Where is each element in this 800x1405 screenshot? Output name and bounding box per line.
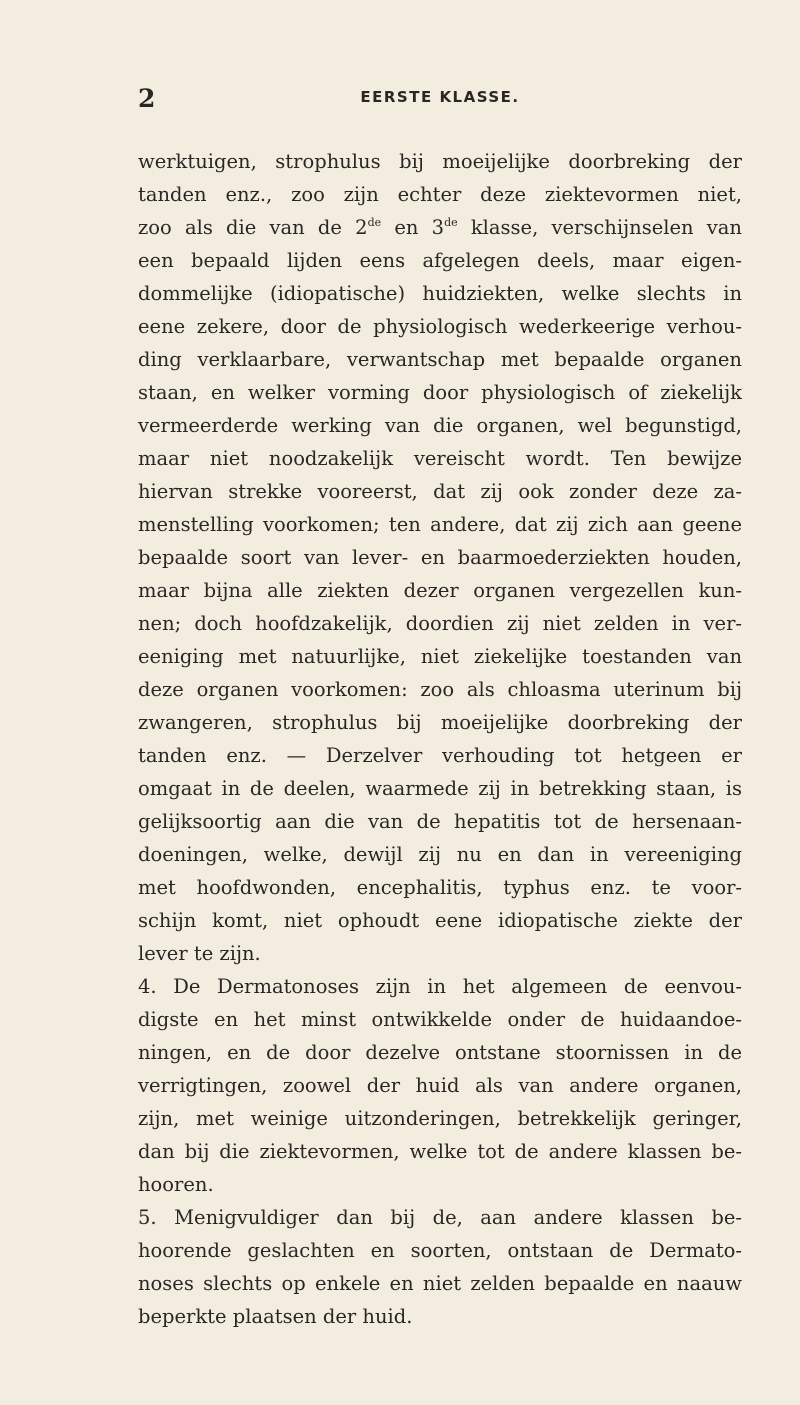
text-line: zwangeren, strophulus bij moeijelijke doorbreking der <box>138 711 742 734</box>
text-line: schijn komt, niet ophoudt eene idiopatische ziekte der <box>138 909 742 932</box>
text-line: met hoofdwonden, encephalitis, typhus enz. te voor- <box>138 876 742 899</box>
text-line: 4. De Dermatonoses zijn in het algemeen de eenvou- <box>138 975 742 998</box>
text-line: nen; doch hoofdzakelijk, doordien zij niet zelden in ver- <box>138 612 742 635</box>
text-line: werktuigen, strophulus bij moeijelijke doorbreking der <box>138 150 742 173</box>
page-header <box>138 84 742 114</box>
text-line: ding verklaarbare, verwantschap met bepaalde organen <box>138 348 742 371</box>
text-line: menstelling voorkomen; ten andere, dat zij zich aan geene <box>138 513 742 536</box>
text-line: dommelijke (idiopatische) huidziekten, welke slechts in <box>138 282 742 305</box>
text-line: verrigtingen, zoowel der huid als van andere organen, <box>138 1074 742 1097</box>
text-line: hiervan strekke vooreerst, dat zij ook zonder deze za- <box>138 480 742 503</box>
text-line: 5. Menigvuldiger dan bij de, aan andere klassen be- <box>138 1206 742 1229</box>
text-line: ningen, en de door dezelve ontstane stoornissen in de <box>138 1041 742 1064</box>
text-line: lever te zijn. <box>138 942 261 965</box>
text-line: gelijksoortig aan die van de hepatitis tot de hersenaan- <box>138 810 742 833</box>
text-line: eene zekere, door de physiologisch wederkeerige verhou- <box>138 315 742 338</box>
text-line: digste en het minst ontwikkelde onder de huidaandoe- <box>138 1008 742 1031</box>
text-line: beperkte plaatsen der huid. <box>138 1305 413 1328</box>
text-line: bepaalde soort van lever- en baarmoederziekten houden, <box>138 546 742 569</box>
running-head: EERSTE KLASSE. <box>360 88 520 106</box>
text-line: maar bijna alle ziekten dezer organen vergezellen kun- <box>138 579 742 602</box>
text-line: hooren. <box>138 1173 214 1196</box>
text-line: zijn, met weinige uitzonderingen, betrekkelijk geringer, <box>138 1107 742 1130</box>
text-line: tanden enz. — Derzelver verhouding tot hetgeen er <box>138 744 742 767</box>
body-text <box>138 145 742 1333</box>
text-line: eeniging met natuurlijke, niet ziekelijke toestanden van <box>138 645 742 668</box>
text-line: hoorende geslachten en soorten, ontstaan de Dermato- <box>138 1239 742 1262</box>
text-line: staan, en welker vorming door physiologisch of ziekelijk <box>138 381 742 404</box>
page-number: 2 <box>138 84 156 113</box>
text-line: omgaat in de deelen, waarmede zij in betrekking staan, is <box>138 777 742 800</box>
text-line: doeningen, welke, dewijl zij nu en dan in vereeniging <box>138 843 742 866</box>
text-line: vermeerderde werking van die organen, wel begunstigd, <box>138 414 742 437</box>
text-line: dan bij die ziektevormen, welke tot de andere klassen be- <box>138 1140 742 1163</box>
text-line: deze organen voorkomen: zoo als chloasma uterinum bij <box>138 678 742 701</box>
text-line: noses slechts op enkele en niet zelden bepaalde en naauw <box>138 1272 742 1295</box>
text-line: een bepaald lijden eens afgelegen deels, maar eigen- <box>138 249 742 272</box>
text-line: tanden enz., zoo zijn echter deze ziektevormen niet, <box>138 183 742 206</box>
text-line: maar niet noodzakelijk vereischt wordt. Ten bewijze <box>138 447 742 470</box>
text-line: zoo als die van de 2de en 3de klasse, verschijnselen van <box>138 216 742 239</box>
